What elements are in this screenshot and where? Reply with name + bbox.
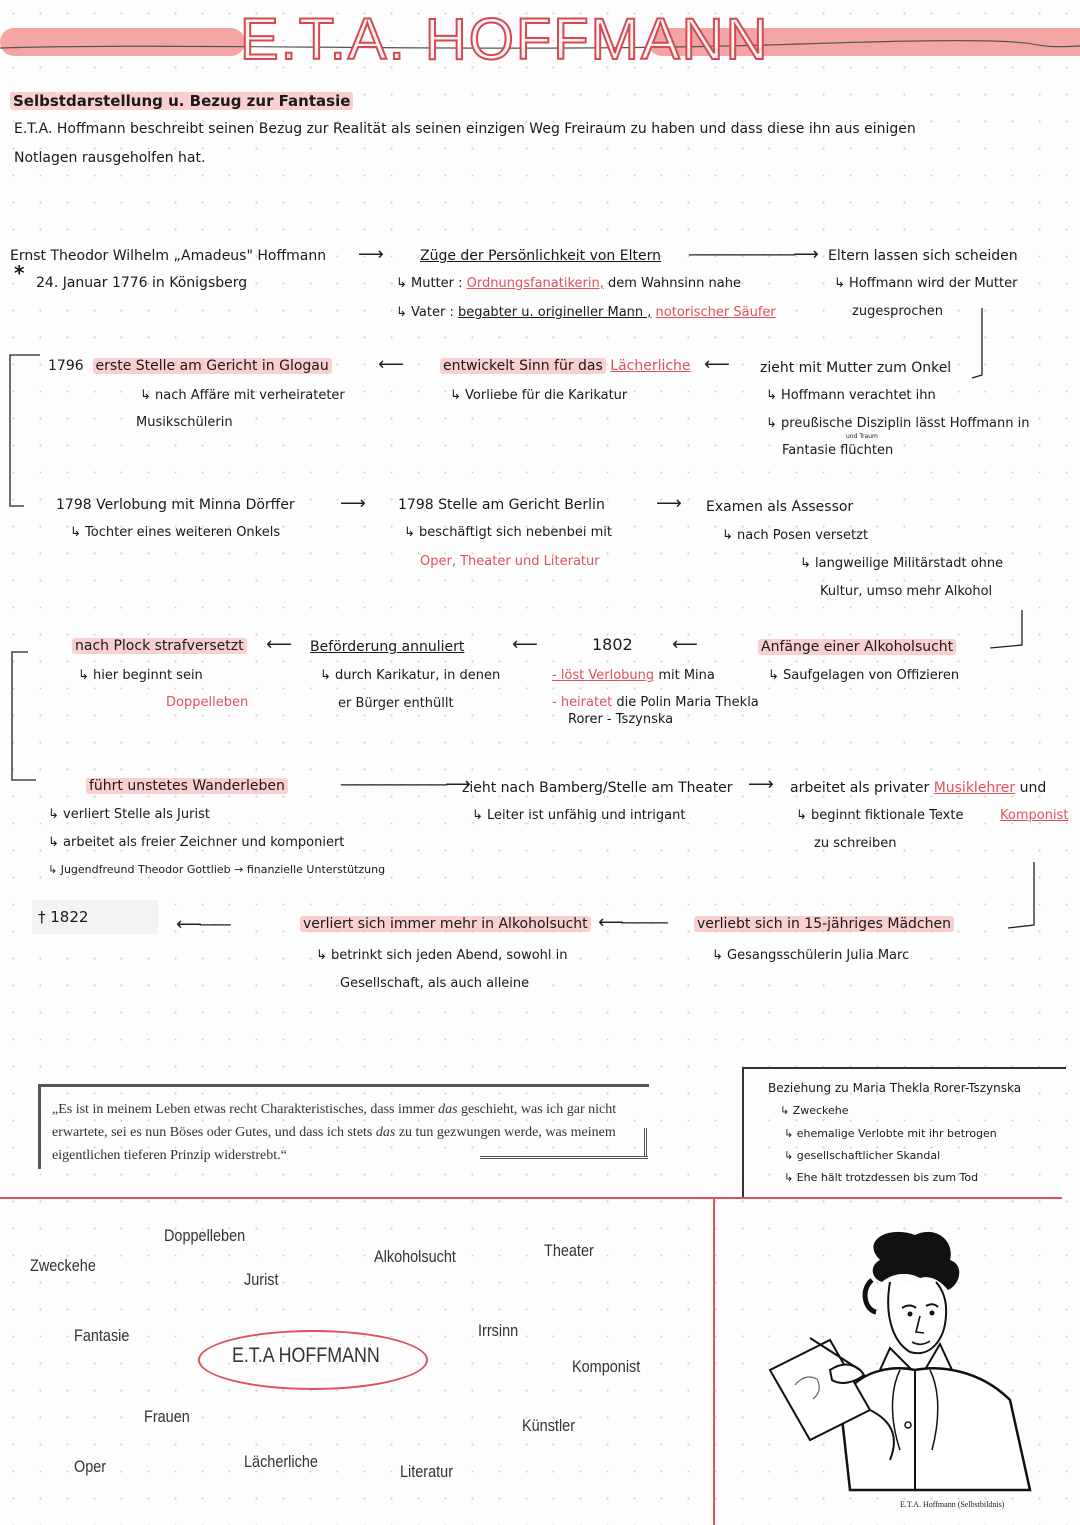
- word-kuenstler: Künstler: [522, 1416, 576, 1435]
- uncle-sub-1: ↳ Hoffmann verachtet ihn: [766, 388, 936, 403]
- alcohol-beginnings: [758, 638, 956, 656]
- quote-part-c: zu tun gezwungen werde, was meinem eigentlichen tieferen Prinzip widerstrebt.“: [52, 1125, 616, 1163]
- word-zweckehe: Zweckehe: [30, 1256, 96, 1275]
- glogau-sub-2: Musikschülerin: [136, 415, 233, 430]
- relation-title: Beziehung zu Maria Thekla Rorer-Tszynska: [768, 1081, 1022, 1095]
- ridiculous-word: Lächerliche: [610, 358, 691, 374]
- uncle-sub-3: Fantasie flüchten: [782, 443, 894, 458]
- word-frauen: Frauen: [144, 1407, 190, 1426]
- relation-box: [742, 1067, 1066, 1197]
- year-1802: 1802: [592, 635, 633, 654]
- portrait-sketch: [740, 1220, 1060, 1500]
- quote-part-b: geschieht, was ich gar nicht erwartete, sei es nun Böses oder Gutes, und dass ich stets: [52, 1102, 617, 1140]
- arrow-right-1: ⟶: [358, 244, 384, 265]
- word-jurist: Jurist: [244, 1270, 279, 1289]
- berlin-arts: Oper, Theater und Literatur: [420, 554, 600, 569]
- alcohol-sub: ↳ Saufgelagen von Offizieren: [768, 668, 960, 683]
- word-oper: Oper: [74, 1457, 107, 1476]
- quote-box-right-rule: [644, 1128, 647, 1156]
- 1802-item-2: [552, 694, 759, 712]
- sense-of-ridiculous: [440, 357, 691, 375]
- falls-in-love: [694, 915, 954, 933]
- word-laecherliche: Lächerliche: [244, 1452, 318, 1471]
- glogau-sub-1: ↳ nach Affäre mit verheirateter: [140, 388, 345, 403]
- arrow-right-6: ⟶: [748, 774, 774, 795]
- posen-sub-2: ↳ langweilige Militärstadt ohne: [800, 556, 1004, 571]
- arrow-left-6: ⟵——: [176, 914, 229, 935]
- posen-sub-3: Kultur, umso mehr Alkohol: [820, 584, 993, 599]
- full-name: Ernst Theodor Wilhelm „Amadeus" Hoffmann: [10, 248, 327, 264]
- mother-trait-1: Ordnungsfanatikerin,: [466, 276, 604, 291]
- uncle-sub-2: ↳ preußische Disziplin lässt Hoffmann in: [766, 416, 1030, 431]
- wandering-life-text: führt unstetes Wanderleben: [86, 778, 288, 794]
- bottom-vertical-divider: [713, 1199, 715, 1525]
- page-title: E.T.A. HOFFMANN: [240, 7, 770, 72]
- arrow-right-2: ———————⟶: [688, 244, 816, 265]
- portrait-caption: E.T.A. Hoffmann (Selbstbildnis): [900, 1500, 1005, 1509]
- wander-sub-1: ↳ verliert Stelle als Jurist: [48, 807, 210, 822]
- year-1796: 1796: [48, 358, 84, 374]
- plock-transfer: [72, 637, 247, 655]
- falls-in-love-text: verliebt sich in 15-jähriges Mädchen: [694, 916, 954, 932]
- word-komponist: Komponist: [572, 1357, 641, 1376]
- divorce-sub-1: ↳ Hoffmann wird der Mutter: [834, 276, 1018, 291]
- plock-sub: ↳ hier beginnt sein: [78, 668, 203, 683]
- music-teacher-a: arbeitet als privater: [790, 780, 930, 796]
- julia-marc: ↳ Gesangsschülerin Julia Marc: [712, 948, 910, 963]
- death-1822: † 1822: [32, 900, 158, 934]
- arrow-left-3: ⟵: [266, 634, 292, 655]
- intro-line-2: Notlagen rausgeholfen hat.: [14, 150, 206, 166]
- arrow-left-2: ⟵: [704, 354, 730, 375]
- quote-text: [52, 1098, 642, 1167]
- mother-trait-2: dem Wahnsinn nahe: [608, 276, 741, 291]
- birth-date: 24. Januar 1776 in Königsberg: [36, 275, 248, 291]
- divorce-sub-2: zugesprochen: [852, 304, 943, 319]
- arrow-left-7: ⟵———: [598, 912, 666, 933]
- word-irrsinn: Irrsinn: [478, 1321, 519, 1340]
- uncle-tiny-note: und Traum: [846, 433, 878, 440]
- intro-line-1: E.T.A. Hoffmann beschreibt seinen Bezug zur Realität als seinen einzigen Weg Freiraum zu haben und dass diese ihn aus einigen: [14, 121, 916, 137]
- arrow-left-1: ⟵: [378, 354, 404, 375]
- father-label: ↳ Vater :: [396, 305, 454, 320]
- bottom-divider: [0, 1197, 1062, 1199]
- alcohol-loss-sub-1: ↳ betrinkt sich jeden Abend, sowohl in: [316, 948, 568, 963]
- quote-emphasis-1: das: [438, 1102, 458, 1117]
- word-alkoholsucht: Alkoholsucht: [374, 1247, 456, 1266]
- engagement-1798: 1798 Verlobung mit Minna Dörffer: [56, 497, 295, 513]
- divorce-event: Eltern lassen sich scheiden: [828, 248, 1018, 264]
- caricature-sub: ↳ Vorliebe für die Karikatur: [450, 388, 628, 403]
- bamberg-theater: zieht nach Bamberg/Stelle am Theater: [462, 780, 733, 796]
- quote-part-a: „Es ist in meinem Leben etwas recht Charakteristisches, dass immer: [52, 1102, 439, 1117]
- composer: Komponist: [1000, 808, 1069, 823]
- father-trait-2: notorischer Säufer: [655, 305, 776, 320]
- wordcloud-center: E.T.A HOFFMANN: [232, 1344, 380, 1367]
- parents-traits-title: Züge der Persönlichkeit von Eltern: [420, 248, 661, 264]
- father-trait-1: begabter u. origineller Mann ,: [457, 305, 652, 320]
- wander-sub-2: ↳ arbeitet als freier Zeichner und komponiert: [48, 835, 345, 850]
- relation-item: ↳ ehemalige Verlobte mit ihr betrogen: [784, 1127, 997, 1140]
- engagement-sub: ↳ Tochter eines weiteren Onkels: [70, 525, 281, 540]
- with-mina: mit Mina: [658, 668, 715, 683]
- arrow-left-5: ⟵: [672, 634, 698, 655]
- double-life: Doppelleben: [166, 695, 249, 710]
- word-doppelleben: Doppelleben: [164, 1226, 246, 1245]
- music-teacher-b: Musiklehrer: [933, 780, 1016, 796]
- promotion-sub-1: ↳ durch Karikatur, in denen: [320, 668, 501, 683]
- event-1796: [48, 357, 332, 375]
- intro-heading-text: Selbstdarstellung u. Bezug zur Fantasie: [10, 92, 353, 110]
- arrow-right-5: ———————⟶: [340, 774, 468, 795]
- quote-emphasis-2: das: [375, 1125, 396, 1140]
- music-teacher-c: und: [1019, 780, 1047, 796]
- relation-item: ↳ gesellschaftlicher Skandal: [784, 1149, 941, 1162]
- wander-sub-3: ↳ Jugendfreund Theodor Gottlieb → finanzielle Unterstützung: [48, 863, 386, 876]
- music-teacher: [790, 779, 1046, 797]
- wandering-life: [86, 777, 288, 795]
- promotion-cancelled: Beförderung annuliert: [310, 639, 465, 655]
- 1802-item-1: [552, 667, 715, 685]
- moves-to-uncle: zieht mit Mutter zum Onkel: [760, 360, 952, 376]
- fiction-sub-2: zu schreiben: [814, 836, 897, 851]
- berlin-court: 1798 Stelle am Gericht Berlin: [398, 497, 605, 513]
- word-fantasie: Fantasie: [74, 1326, 130, 1345]
- alcohol-loss: [300, 915, 591, 933]
- plock-transfer-text: nach Plock strafversetzt: [72, 638, 247, 654]
- birth-mark: *: [14, 261, 25, 285]
- promotion-sub-2: er Bürger enthüllt: [338, 696, 454, 711]
- relation-item: ↳ Zweckehe: [780, 1104, 849, 1117]
- arrow-right-3: ⟶: [340, 493, 366, 514]
- posen-sub: ↳ nach Posen versetzt: [722, 528, 869, 543]
- word-literatur: Literatur: [400, 1462, 454, 1481]
- assessor-exam: Examen als Assessor: [706, 499, 854, 515]
- fiction-sub-1: ↳ beginnt fiktionale Texte: [796, 808, 964, 823]
- sense-of-ridiculous-text: entwickelt Sinn für das: [440, 358, 606, 374]
- 1802-item-3: Rorer - Tszynska: [568, 712, 674, 727]
- arrow-left-4: ⟵: [512, 634, 538, 655]
- marries-whom: die Polin Maria Thekla: [616, 695, 759, 710]
- berlin-sub: ↳ beschäftigt sich nebenbei mit: [404, 525, 612, 540]
- marries: - heiratet: [552, 695, 613, 710]
- word-theater: Theater: [544, 1241, 594, 1260]
- breaks-engagement: - löst Verlobung: [552, 668, 655, 683]
- alcohol-loss-sub-2: Gesellschaft, als auch alleine: [340, 976, 530, 991]
- relation-item: ↳ Ehe hält trotzdessen bis zum Tod: [784, 1171, 979, 1184]
- glogau-event: erste Stelle am Gericht in Glogau: [93, 358, 332, 374]
- alcohol-beginnings-text: Anfänge einer Alkoholsucht: [758, 639, 956, 655]
- arrow-right-4: ⟶: [656, 493, 682, 514]
- alcohol-loss-text: verliert sich immer mehr in Alkoholsucht: [300, 916, 591, 932]
- mother-label: ↳ Mutter :: [396, 276, 463, 291]
- bamberg-sub: ↳ Leiter ist unfähig und intrigant: [472, 808, 686, 823]
